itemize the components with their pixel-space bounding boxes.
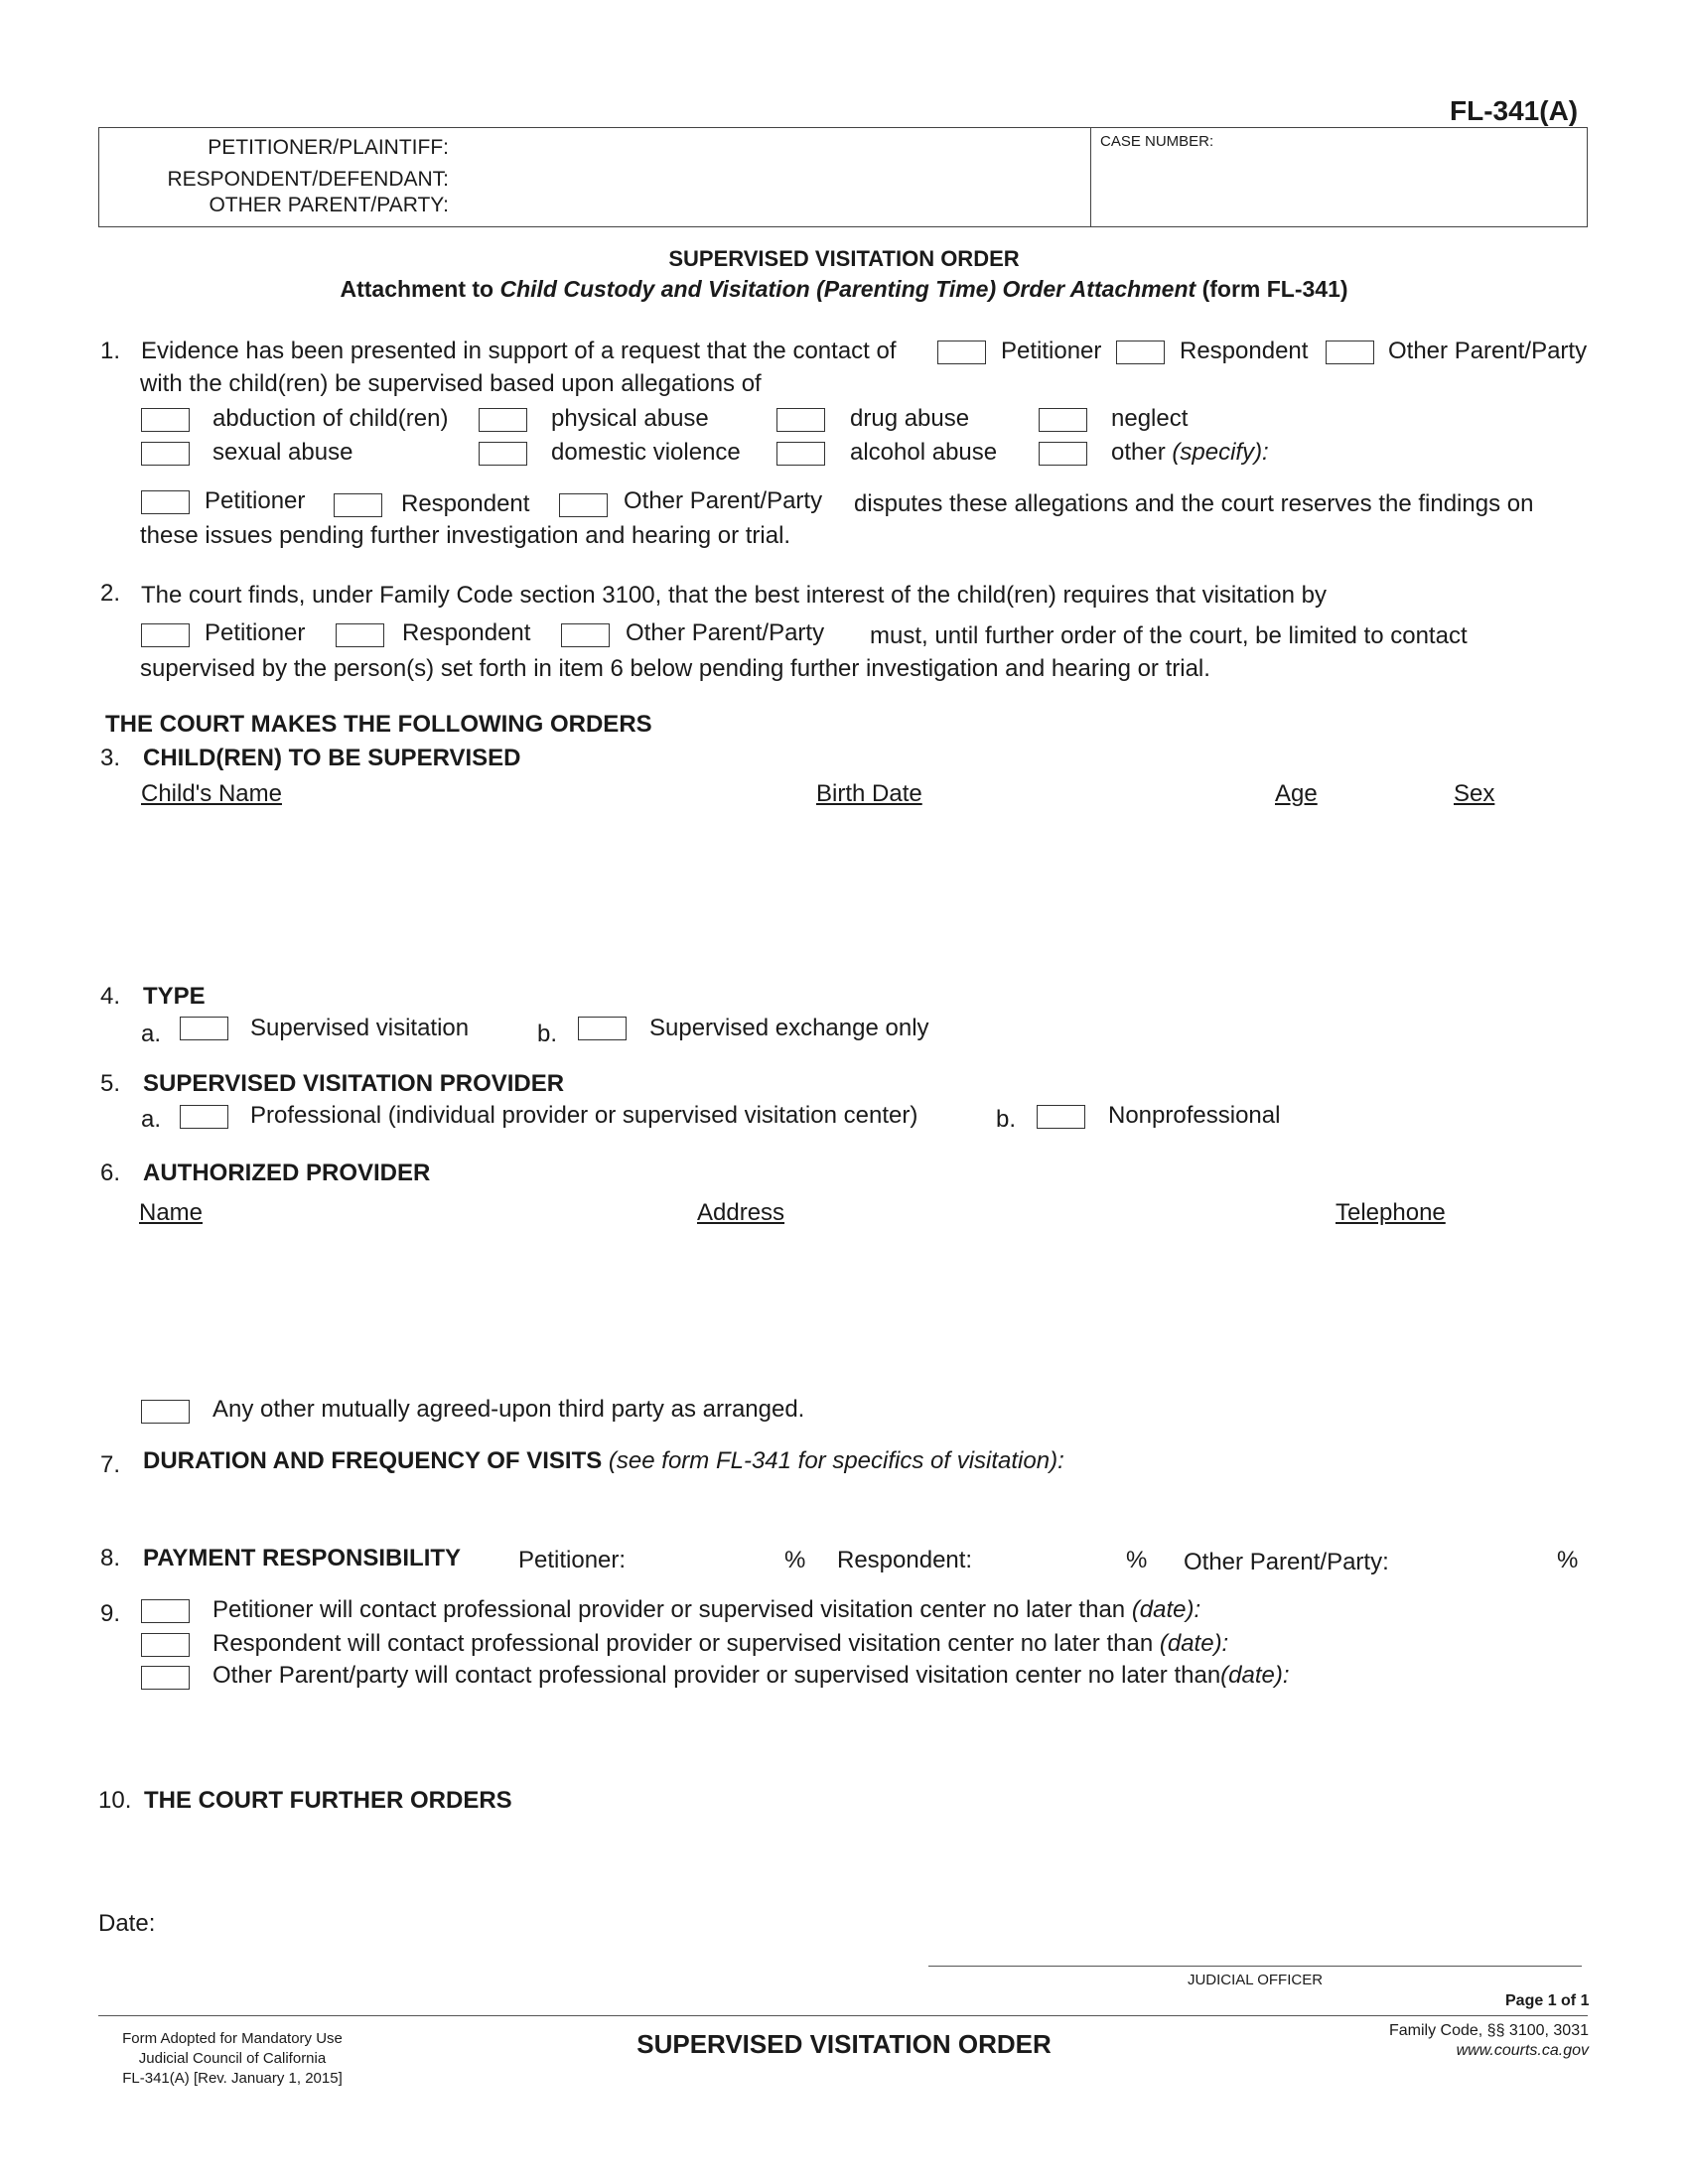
petitioner-label: PETITIONER/PLAINTIFF: — [208, 136, 449, 159]
payment-petitioner-label: Petitioner: — [518, 1547, 627, 1573]
item2-petitioner-checkbox[interactable] — [141, 623, 190, 647]
alcohol-abuse-label: alcohol abuse — [850, 439, 998, 466]
provider-name-column: Name — [139, 1199, 204, 1226]
other-allegation-checkbox[interactable] — [1039, 442, 1087, 466]
other-third-party-label: Any other mutually agreed-upon third party as arranged. — [212, 1396, 805, 1423]
judicial-officer-label: JUDICIAL OFFICER — [1187, 1972, 1324, 1988]
other-contact-text: Other Parent/party will contact professional provider or supervised visitation center no later than(date): — [212, 1662, 1290, 1689]
item2-number: 2. — [100, 580, 121, 607]
disputes-respondent-checkbox[interactable] — [334, 493, 382, 517]
physical-abuse-label: physical abuse — [551, 405, 709, 432]
item3-heading: CHILD(REN) TO BE SUPERVISED — [143, 745, 521, 771]
disputes-text: disputes these allegations and the court reserves the findings on — [854, 490, 1534, 517]
item1-number: 1. — [100, 338, 121, 364]
birth-date-column: Birth Date — [816, 780, 922, 807]
item3-number: 3. — [100, 745, 121, 771]
sexual-abuse-checkbox[interactable] — [141, 442, 190, 466]
age-column: Age — [1275, 780, 1318, 807]
form-number: FL-341(A) — [1450, 95, 1579, 126]
provider-address-column: Address — [697, 1199, 785, 1226]
caption-divider — [1090, 127, 1091, 227]
date-label: Date: — [98, 1910, 156, 1937]
other-allegation-label: other (specify): — [1111, 439, 1269, 466]
footer-title: SUPERVISED VISITATION ORDER — [636, 2029, 1052, 2059]
item8-heading: PAYMENT RESPONSIBILITY — [143, 1545, 462, 1571]
supervised-exchange-label: Supervised exchange only — [649, 1015, 929, 1041]
footer-right-2: www.courts.ca.gov — [1456, 2042, 1589, 2059]
supervised-exchange-checkbox[interactable] — [578, 1017, 627, 1040]
footer-right-1: Family Code, §§ 3100, 3031 — [1388, 2022, 1589, 2039]
item5-heading: SUPERVISED VISITATION PROVIDER — [143, 1070, 565, 1097]
supervised-visitation-checkbox[interactable] — [180, 1017, 228, 1040]
item4-number: 4. — [100, 983, 121, 1010]
disputes-petitioner-label: Petitioner — [205, 487, 306, 514]
payment-respondent-label: Respondent: — [837, 1547, 973, 1573]
item2-text-line3: supervised by the person(s) set forth in item 6 below pending further investigation and hearing or trial. — [140, 655, 1210, 682]
supervised-visitation-label: Supervised visitation — [250, 1015, 470, 1041]
item10-number: 10. — [98, 1787, 132, 1814]
item4-a-label: a. — [141, 1021, 162, 1047]
sexual-abuse-label: sexual abuse — [212, 439, 353, 466]
item5-number: 5. — [100, 1070, 121, 1097]
payment-respondent-percent: % — [1126, 1547, 1148, 1573]
item1-text-line2: with the child(ren) be supervised based upon allegations of — [140, 370, 762, 397]
physical-abuse-checkbox[interactable] — [479, 408, 527, 432]
form-title: SUPERVISED VISITATION ORDER — [668, 246, 1020, 271]
professional-provider-label: Professional (individual provider or supervised visitation center) — [250, 1102, 918, 1129]
case-number-label: CASE NUMBER: — [1100, 133, 1214, 150]
item4-b-label: b. — [537, 1021, 558, 1047]
drug-abuse-label: drug abuse — [850, 405, 970, 432]
item2-other-label: Other Parent/Party — [626, 619, 825, 646]
footer-rule — [98, 2015, 1588, 2016]
sex-column: Sex — [1454, 780, 1495, 807]
item4-heading: TYPE — [143, 983, 206, 1010]
item1-other-label: Other Parent/Party — [1388, 338, 1588, 364]
payment-other-percent: % — [1557, 1547, 1579, 1573]
item7-number: 7. — [100, 1451, 121, 1478]
neglect-label: neglect — [1111, 405, 1189, 432]
item1-respondent-checkbox[interactable] — [1116, 341, 1165, 364]
disputes-respondent-label: Respondent — [401, 490, 530, 517]
item7-heading: DURATION AND FREQUENCY OF VISITS (see form FL-341 for specifics of visitation): — [143, 1447, 1064, 1474]
item2-petitioner-label: Petitioner — [205, 619, 306, 646]
respondent-contact-text: Respondent will contact professional provider or supervised visitation center no later than (date): — [212, 1630, 1229, 1657]
item2-other-checkbox[interactable] — [561, 623, 610, 647]
abduction-label: abduction of child(ren) — [212, 405, 449, 432]
petitioner-contact-checkbox[interactable] — [141, 1599, 190, 1623]
other-party-label: OTHER PARENT/PARTY: — [209, 194, 449, 216]
disputes-other-checkbox[interactable] — [559, 493, 608, 517]
item10-heading: THE COURT FURTHER ORDERS — [144, 1787, 512, 1814]
footer-left-3: FL-341(A) [Rev. January 1, 2015] — [122, 2070, 343, 2087]
payment-petitioner-percent: % — [784, 1547, 806, 1573]
item1-text-line1: Evidence has been presented in support of a request that the contact of — [141, 338, 897, 364]
nonprofessional-label: Nonprofessional — [1108, 1102, 1281, 1129]
item8-number: 8. — [100, 1545, 121, 1571]
respondent-contact-checkbox[interactable] — [141, 1633, 190, 1657]
respondent-label: RESPONDENT/DEFENDANT: — [167, 168, 449, 191]
disputes-text-line2: these issues pending further investigation and hearing or trial. — [140, 522, 791, 549]
professional-provider-checkbox[interactable] — [180, 1105, 228, 1129]
domestic-violence-checkbox[interactable] — [479, 442, 527, 466]
signature-line — [928, 1966, 1582, 1967]
provider-telephone-column: Telephone — [1336, 1199, 1446, 1226]
petitioner-contact-text: Petitioner will contact professional provider or supervised visitation center no later than (date): — [212, 1596, 1201, 1623]
drug-abuse-checkbox[interactable] — [776, 408, 825, 432]
neglect-checkbox[interactable] — [1039, 408, 1087, 432]
abduction-checkbox[interactable] — [141, 408, 190, 432]
item1-petitioner-checkbox[interactable] — [937, 341, 986, 364]
other-third-party-checkbox[interactable] — [141, 1400, 190, 1424]
item6-heading: AUTHORIZED PROVIDER — [143, 1160, 431, 1186]
nonprofessional-checkbox[interactable] — [1037, 1105, 1085, 1129]
child-name-column: Child's Name — [141, 780, 282, 807]
domestic-violence-label: domestic violence — [551, 439, 741, 466]
payment-other-label: Other Parent/Party: — [1184, 1549, 1389, 1575]
other-contact-checkbox[interactable] — [141, 1666, 190, 1690]
item1-petitioner-label: Petitioner — [1001, 338, 1102, 364]
item2-text-line1: The court finds, under Family Code section 3100, that the best interest of the child(ren) requires that visitation by — [141, 582, 1327, 609]
footer-left-1: Form Adopted for Mandatory Use — [122, 2030, 343, 2047]
item1-respondent-label: Respondent — [1180, 338, 1309, 364]
item9-number: 9. — [100, 1600, 121, 1627]
item6-number: 6. — [100, 1160, 121, 1186]
page-number: Page 1 of 1 — [1505, 1992, 1590, 2009]
disputes-other-label: Other Parent/Party — [624, 487, 823, 514]
item1-other-checkbox[interactable] — [1326, 341, 1374, 364]
item2-must-text: must, until further order of the court, be limited to contact — [870, 622, 1468, 649]
orders-heading: THE COURT MAKES THE FOLLOWING ORDERS — [105, 711, 652, 738]
disputes-petitioner-checkbox[interactable] — [141, 490, 190, 514]
footer-left-2: Judicial Council of California — [138, 2050, 327, 2067]
alcohol-abuse-checkbox[interactable] — [776, 442, 825, 466]
item2-respondent-checkbox[interactable] — [336, 623, 384, 647]
form-subtitle: Attachment to Child Custody and Visitation (Parenting Time) Order Attachment (form FL-341) — [340, 276, 1348, 302]
item5-a-label: a. — [141, 1106, 162, 1133]
item5-b-label: b. — [996, 1106, 1017, 1133]
item2-respondent-label: Respondent — [402, 619, 531, 646]
